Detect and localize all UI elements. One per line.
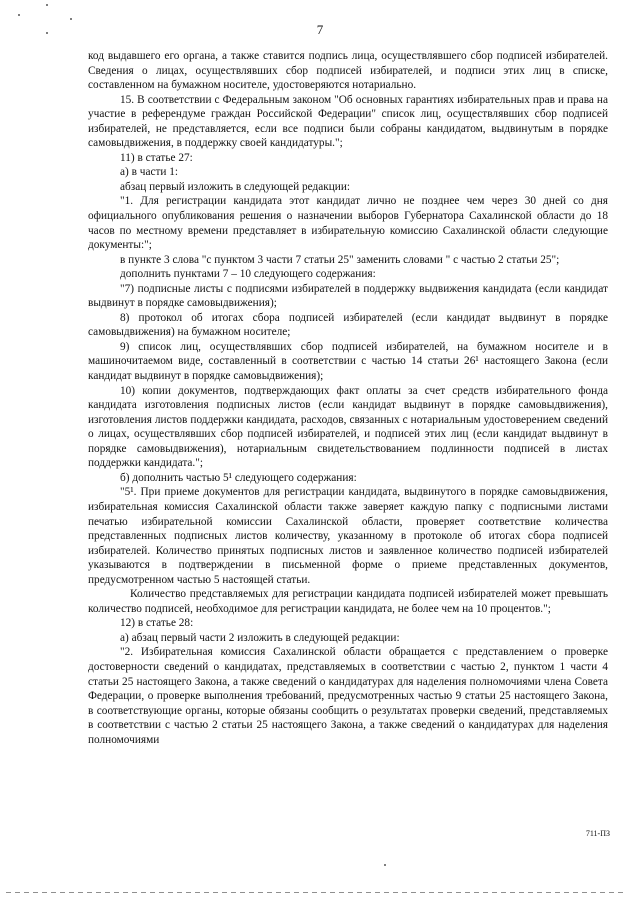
paragraph: 9) список лиц, осуществлявших сбор подписей избирателей, на бумажном носителе и в машиночитаемом виде, составленный в соответствии с частью 14 статьи 26¹ настоящего Закона (если кандидат выдвинут в порядке самовыдвижения); [88, 340, 608, 383]
paragraph: "7) подписные листы с подписями избирателей в поддержку выдвижения кандидата (если кандидат выдвинут в порядке самовыдвижения); [88, 282, 608, 310]
scan-edge-line [6, 892, 626, 893]
scan-speck [46, 4, 48, 6]
paragraph: "2. Избирательная комиссия Сахалинской области обращается с представлением о проверке достоверности сведений о кандидатах, представляемых в соответствии с частью 2, пунктом 1 части 4 статьи 25 настоящего Закона, а также сведений о кандидатурах для наделения полномочиями члена Совета Федерации, о проверке выполнения требований, предусмотренных частью 9 статьи 25 настоящего Закона, в соответствующие органы, которые обязаны сообщить о результатах проверки сведений, представляемых в соответствии с частью 2 статьи 25 настоящего Закона, а также сведений о кандидатурах для наделения полномочиями [88, 646, 608, 746]
paragraph: б) дополнить частью 5¹ следующего содержания: [120, 471, 357, 484]
paragraph: 10) копии документов, подтверждающих факт оплаты за счет средств избирательного фонда кандидата изготовления подписных листов (если кандидат выдвинут в порядке самовыдвижения), изготовления листов поддержки кандидата, расходов, связанных с нотариальным удостоверением сведений о лицах, осуществлявших сбор подписей избирателей, и подписей этих лиц (если кандидат выдвинут в порядке самовыдвижения), нотариальным свидетельствованием подлинности подписей в листах поддержки кандидата."; [88, 384, 608, 470]
paragraph: "1. Для регистрации кандидата этот кандидат лично не позднее чем через 30 дней со дня официального опубликования решения о назначении выборов Губернатора Сахалинской области до 18 часов по местному времени представляет в избирательную комиссию Сахалинской области следующие документы:"; [88, 195, 608, 252]
scan-speck [70, 18, 72, 20]
scan-speck [384, 864, 386, 866]
paragraph: 15. В соответствии с Федеральным законом "Об основных гарантиях избирательных прав и права на участие в референдуме граждан Российской Федерации" список лиц, осуществлявших сбор подписей избирателей, не представляется, если все подписи были собраны кандидатом, выдвинутым в порядке самовыдвижения, в поддержку своей кандидатуры."; [88, 93, 608, 150]
page-number: 7 [316, 22, 324, 37]
paragraph: дополнить пунктами 7 – 10 следующего содержания: [120, 268, 376, 281]
paragraph: 12) в статье 28: [120, 617, 194, 630]
paragraph-continuation: код выдавшего его органа, а также ставится подпись лица, осуществлявшего сбор подписей избирателей. Сведения о лицах, осуществлявших сбор подписей избирателей, и подписи этих лиц в списке, составленном на бумажном носителе, удостоверяются нотариально. [88, 50, 608, 92]
scan-speck [18, 14, 20, 16]
document-body [88, 49, 608, 747]
footer-document-code: 711-ПЗ [585, 829, 610, 838]
paragraph: 11) в статье 27: [120, 151, 193, 164]
paragraph: в пункте 3 слова "с пунктом 3 части 7 статьи 25" заменить словами " с частью 2 статьи 25"; [120, 253, 560, 266]
paragraph: а) в части 1: [120, 166, 179, 179]
paragraph: "5¹. При приеме документов для регистрации кандидата, выдвинутого в порядке самовыдвижения, избирательная комиссия Сахалинской области также заверяет каждую папку с подписными листами печатью избирательной комиссии Сахалинской области, проверяет соответствие количества представленных подписных листов количеству, указанному в протоколе об итогах сбора подписей избирателей. Количество принятых подписных листов и заявленное количество подписей избирателей указываются в подтверждении в письменной форме о приеме представленных документов, предусмотренном частью 5 настоящей статьи. [88, 486, 608, 586]
paragraph: абзац первый изложить в следующей редакции: [120, 180, 351, 193]
paragraph: Количество представляемых для регистрации кандидата подписей избирателей может превышать количество подписей, необходимое для регистрации кандидата, не более чем на 10 процентов."; [88, 588, 608, 615]
paragraph: 8) протокол об итогах сбора подписей избирателей (если кандидат выдвинут в порядке самовыдвижения) на бумажном носителе; [88, 311, 608, 339]
paragraph: а) абзац первый части 2 изложить в следующей редакции: [120, 631, 400, 644]
scan-speck [46, 32, 48, 34]
